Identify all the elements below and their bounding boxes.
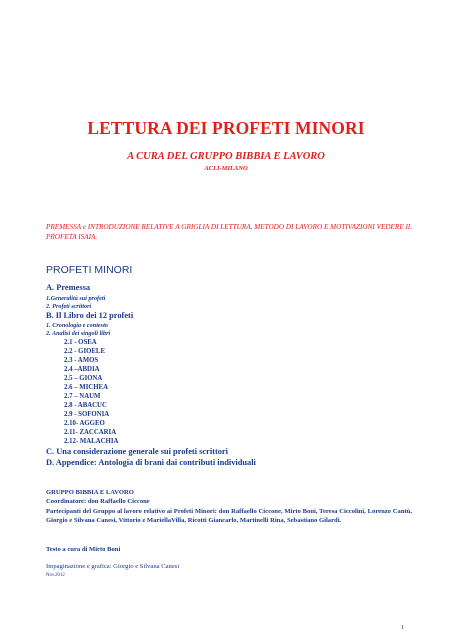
toc-item-appendice: D. Appendice: Antologia di brani dai contributi individuali xyxy=(46,458,256,467)
toc-book-item: 2.10- AGGEO xyxy=(64,420,105,427)
toc-book-item: 2.6 – MICHEA xyxy=(64,384,108,391)
participants-line: Partecipanti del Gruppo al lavoro relativo ai Profeti Minori: don Raffaello Ciccone, Mirto Boni, Teresa Ciccolini, Lorenzo Cantù, Giorgio e Silvana Canesi, Vittorio e MariellaVilla, Ricotti Giancarlo, Martinelli Rina, Sebastiano Gilardi. xyxy=(46,507,412,525)
toc-book-item: 2.3 - AMOS xyxy=(64,357,99,364)
document-subtitle: A CURA DEL GRUPPO BIBBIA E LAVORO xyxy=(127,151,325,162)
toc-book-item: 2.7 – NAUM xyxy=(64,393,101,400)
toc-book-item: 2.9 - SOFONIA xyxy=(64,411,110,418)
toc-book-item: 2.12- MALACHIA xyxy=(64,438,119,445)
organization-label: ACLI-MILANO xyxy=(204,165,248,172)
group-name: GRUPPO BIBBIA E LAVORO xyxy=(46,489,134,496)
toc-item-premessa: A. Premessa xyxy=(46,283,91,292)
toc-book-item: 2.5 – GIONA xyxy=(64,375,103,382)
toc-subitem-generalita: 1.Generalità sui profeti xyxy=(46,295,106,302)
toc-item-libro-12-profeti: B. Il Libro dei 12 profeti xyxy=(46,311,134,320)
toc-book-item: 2.2 - GIOELE xyxy=(64,348,105,355)
toc-item-considerazione: C. Una considerazione generale sui profeti scrittori xyxy=(46,447,228,456)
page-number: 1 xyxy=(401,624,405,631)
toc-subitem-analisi: 2. Analisi dei singoli libri xyxy=(46,330,111,337)
toc-subitem-profeti-scrittori: 2. Profeti scrittori xyxy=(46,303,92,310)
layout-credits: Impaginazione e grafica: Giorgio e Silvana Canesi xyxy=(46,563,180,570)
coordinator-line: Coordinatore: don Raffaello Ciccone xyxy=(46,498,150,506)
toc-subitem-cronologia: 1. Cronologia e contesto xyxy=(46,322,108,329)
intro-note: PREMESSA e INTRODUZIONE RELATIVE A GRIGLIA DI LETTURA, METODO DI LAVORO E MOTIVAZIONI VEDERE IL PROFETA ISAIA. xyxy=(46,223,412,241)
section-heading: PROFETI MINORI xyxy=(46,264,133,276)
credits-block xyxy=(46,488,412,526)
toc-book-item: 2.8 - ABACUC xyxy=(64,402,107,409)
publication-date: Nov.2012 xyxy=(46,573,65,578)
toc-book-item: 2.11- ZACCARIA xyxy=(64,429,117,436)
toc-book-item: 2.1 - OSEA xyxy=(64,339,97,346)
toc-book-item: 2.4 –ABDIA xyxy=(64,366,100,373)
curated-by: Testo a cura di Mirto Boni xyxy=(46,546,121,553)
document-title: LETTURA DEI PROFETI MINORI xyxy=(87,118,365,138)
